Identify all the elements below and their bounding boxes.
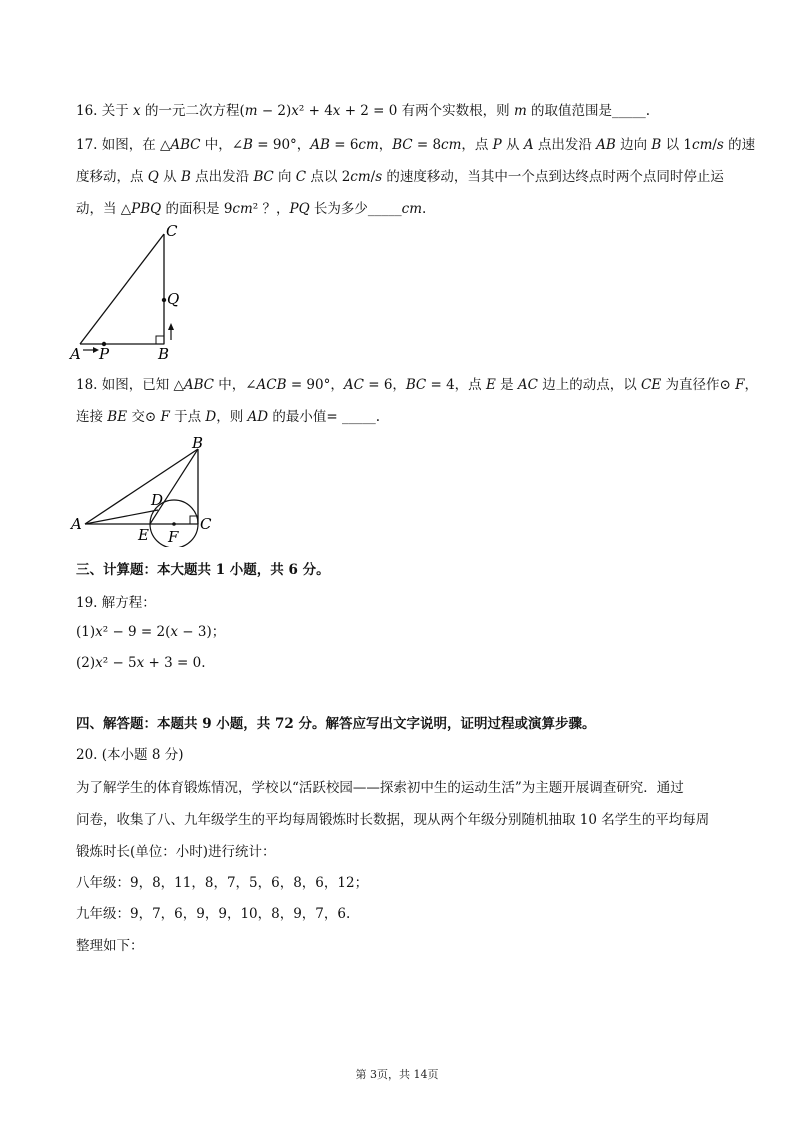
section-4-heading: 四、解答题：本题共 9 小题，共 72 分。解答应写出文字说明，证明过程或演算步骤。 xyxy=(76,716,596,732)
question-18-line-2: 连接 𝐵𝐸 交⊙ 𝐹 于点 𝐷，则 𝐴𝐷 的最小值= _____. xyxy=(76,409,381,425)
question-17-line-3: 动，当 △𝑃𝐵𝑄 的面积是 9𝑐𝑚² ？，𝑃𝑄 长为多少_____𝑐𝑚. xyxy=(76,201,427,217)
label-C: C xyxy=(166,222,178,240)
question-19-title: 19. 解方程： xyxy=(76,595,156,611)
question-20-title: 20. (本小题 8 分) xyxy=(76,747,184,763)
question-20-summary: 整理如下： xyxy=(76,938,144,954)
question-19-eq-2: (2)𝑥² − 5𝑥 + 3 = 0. xyxy=(76,655,206,671)
page-footer: 第 3页，共 14页 xyxy=(355,1068,439,1081)
question-20-grade9-data: 九年级：9，7，6，9，9，10，8，9，7，6. xyxy=(76,906,351,922)
question-17-line-1: 17. 如图，在 △𝐴𝐵𝐶 中，∠𝐵 = 90°，𝐴𝐵 = 6𝑐𝑚，𝐵𝐶 = 8𝑐𝑚，点 𝑃 从 𝐴 点出发沿 𝐴𝐵 边向 𝐵 以 1𝑐𝑚/𝑠 的速 xyxy=(76,137,756,153)
section-3-heading: 三、计算题：本大题共 1 小题，共 6 分。 xyxy=(76,562,330,578)
label-B: B xyxy=(158,345,170,362)
label-P: P xyxy=(99,345,110,362)
question-18-line-1: 18. 如图，已知 △𝐴𝐵𝐶 中，∠𝐴𝐶𝐵 = 90°，𝐴𝐶 = 6，𝐵𝐶 = 4，点 𝐸 是 𝐴𝐶 边上的动点，以 𝐶𝐸 为直径作⊙ 𝐹， xyxy=(76,377,758,393)
question-20-line-3: 锻炼时长(单位：小时)进行统计： xyxy=(76,844,276,860)
question-16: 16. 关于 𝑥 的一元二次方程(𝑚 − 2)𝑥² + 4𝑥 + 2 = 0 有两个实数根，则 𝑚 的取值范围是_____. xyxy=(76,103,651,119)
label-E: E xyxy=(138,526,149,544)
figure-18-triangle-circle xyxy=(68,432,228,547)
figure-17-right-triangle xyxy=(68,222,188,362)
label-Q: Q xyxy=(167,290,180,308)
label-C: C xyxy=(200,515,212,533)
question-20-grade8-data: 八年级：9，8，11，8，7，5，6，8，6，12； xyxy=(76,875,369,891)
label-A: A xyxy=(71,515,82,533)
question-20-line-1: 为了解学生的体育锻炼情况，学校以“活跃校园——探索初中生的运动生活”为主题开展调查研究．通过 xyxy=(76,780,684,796)
label-A: A xyxy=(70,345,81,362)
label-D: D xyxy=(151,491,164,509)
label-B: B xyxy=(192,434,204,452)
question-17-line-2: 度移动，点 𝑄 从 𝐵 点出发沿 𝐵𝐶 向 𝐶 点以 2𝑐𝑚/𝑠 的速度移动，当其中一个点到达终点时两个点同时停止运 xyxy=(76,169,724,185)
question-19-eq-1: (1)𝑥² − 9 = 2(𝑥 − 3)； xyxy=(76,624,226,640)
label-F: F xyxy=(168,528,179,546)
question-20-line-2: 问卷，收集了八、九年级学生的平均每周锻炼时长数据，现从两个年级分别随机抽取 10 名学生的平均每周 xyxy=(76,812,710,828)
